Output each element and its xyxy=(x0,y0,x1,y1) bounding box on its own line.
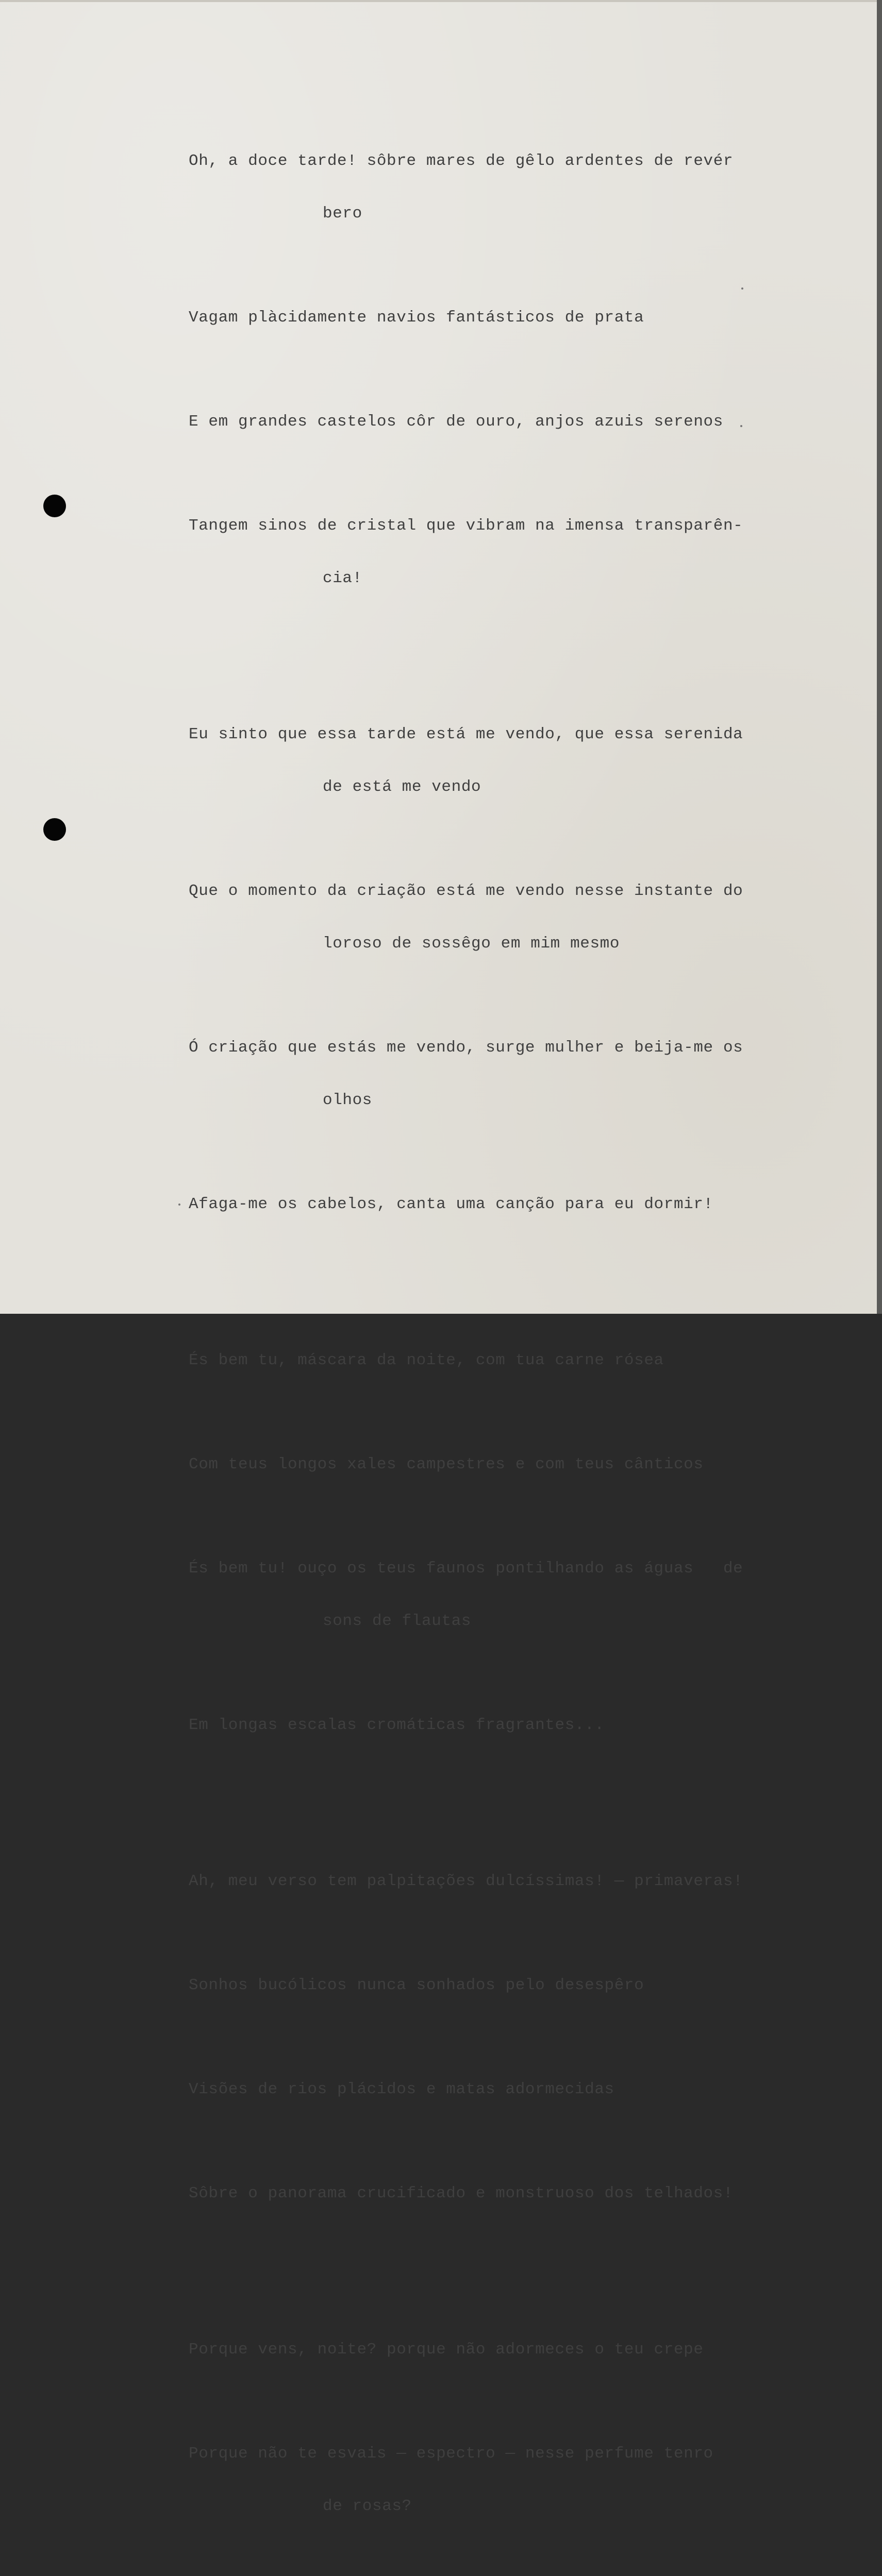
verse-line xyxy=(189,378,776,466)
punch-hole-bottom xyxy=(43,818,66,841)
verse-line xyxy=(189,2410,776,2550)
verse-text: Ah, meu verso tem palpitações dulcíssimas! — primaveras! xyxy=(189,1872,743,1890)
verse-line xyxy=(189,2306,776,2394)
verse-continuation: cia! xyxy=(323,569,362,587)
verse-line xyxy=(189,1682,776,1769)
verse-text: Ó criação que estás me vendo, surge mulher e beija-me os xyxy=(189,1039,743,1057)
verse-text: És bem tu! ouço os teus faunos pontilhando as águas de xyxy=(189,1560,743,1578)
stanza-3 xyxy=(189,1317,776,1769)
verse-text: Tangem sinos de cristal que vibram na imensa transparên- xyxy=(189,517,743,535)
stanza-1 xyxy=(189,117,776,622)
verse-text: Visões de rios plácidos e matas adormecidas xyxy=(189,2080,614,2098)
punch-hole-top xyxy=(43,495,66,517)
stanza-4 xyxy=(189,1838,776,2238)
verse-text: Eu sinto que essa tarde está me vendo, que essa serenida xyxy=(189,725,743,743)
verse-line xyxy=(189,117,776,258)
verse-text: Sonhos bucólicos nunca sonhados pelo desespêro xyxy=(189,1976,644,1994)
verse-line xyxy=(189,848,776,988)
verse-continuation: de está me vendo xyxy=(323,778,481,796)
verse-line xyxy=(189,1838,776,1925)
verse-continuation: sons de flautas xyxy=(323,1612,472,1630)
verse-text: Porque não te esvais — espectro — nesse perfume tenro xyxy=(189,2445,713,2463)
page-right-edge xyxy=(877,0,882,1314)
verse-text: Em longas escalas cromáticas fragrantes... xyxy=(189,1716,605,1734)
verse-line xyxy=(189,482,776,622)
verse-text: Sôbre o panorama crucificado e monstruoso dos telhados! xyxy=(189,2184,734,2202)
verse-line xyxy=(189,691,776,831)
verse-line xyxy=(189,2150,776,2238)
verse-text: És bem tu, máscara da noite, com tua carne rósea xyxy=(189,1351,664,1369)
stanza-2 xyxy=(189,691,776,1248)
poem-body xyxy=(189,117,776,2576)
verse-text: Vagam plàcidamente navios fantásticos de prata xyxy=(189,309,644,327)
verse-continuation: loroso de sossêgo em mim mesmo xyxy=(323,935,620,953)
verse-continuation: bero xyxy=(323,205,362,223)
verse-continuation: olhos xyxy=(323,1091,373,1109)
verse-line xyxy=(189,1421,776,1509)
verse-line xyxy=(189,1525,776,1665)
stanza-5 xyxy=(189,2306,776,2576)
verse-line xyxy=(189,1161,776,1248)
page-top-edge xyxy=(0,0,882,2)
verse-text: Com teus longos xales campestres e com teus cânticos xyxy=(189,1455,704,1473)
verse-text: Oh, a doce tarde! sôbre mares de gêlo ardentes de revér xyxy=(189,152,734,170)
verse-text: Porque vens, noite? porque não adormeces o teu crepe xyxy=(189,2341,704,2359)
verse-text: E em grandes castelos côr de ouro, anjos azuis serenos xyxy=(189,413,723,431)
verse-line xyxy=(189,1317,776,1404)
verse-line xyxy=(189,1004,776,1144)
verse-continuation: de rosas? xyxy=(323,2497,412,2515)
verse-text: Afaga-me os cabelos, canta uma canção para eu dormir! xyxy=(189,1195,713,1213)
verse-line xyxy=(189,274,776,362)
verse-line xyxy=(189,2046,776,2133)
verse-line xyxy=(189,1942,776,2029)
verse-text: Que o momento da criação está me vendo nesse instante do xyxy=(189,882,743,900)
paper-speck xyxy=(178,1204,180,1206)
verse-line xyxy=(189,2567,776,2576)
